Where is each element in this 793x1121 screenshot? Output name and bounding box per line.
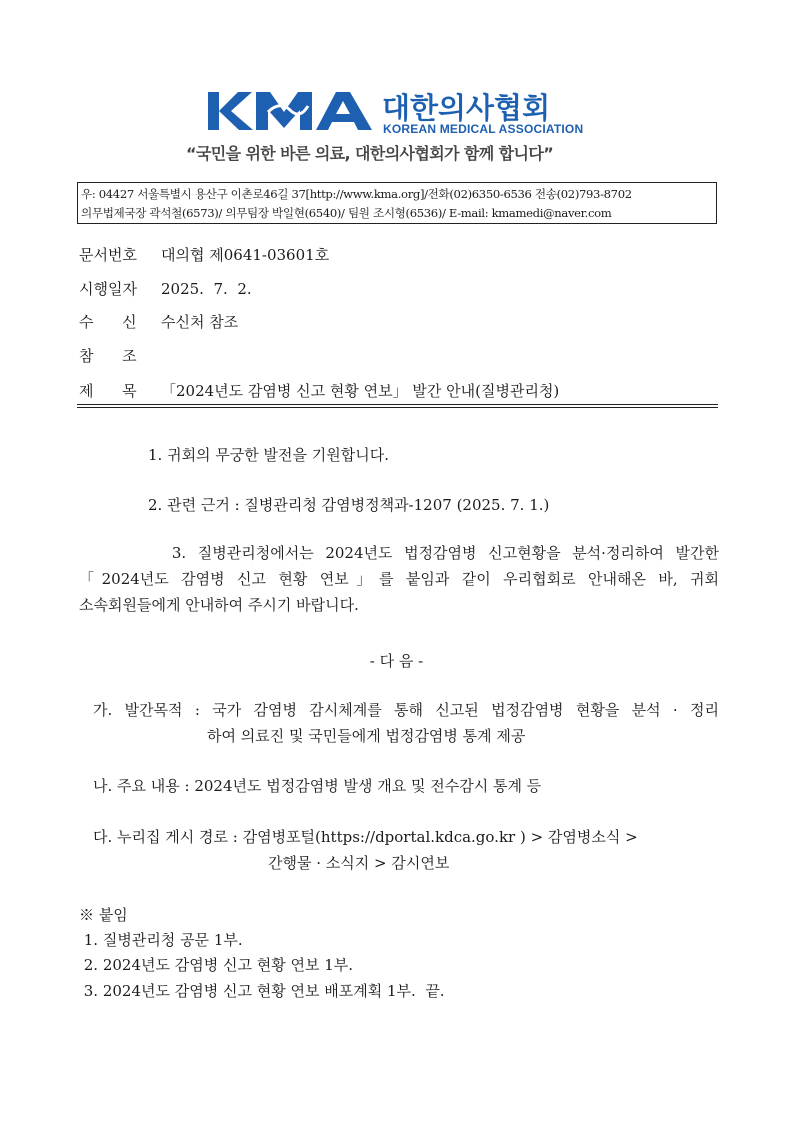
item-a-line-1: 가. 발간목적 : 국가 감염병 감시체계를 통해 신고된 법정감염병 현황을 분석 · 정리 [93,701,719,719]
subject-value: 「2024년도 감염병 신고 현황 연보」 발간 안내(질병관리청) [161,382,560,400]
item-b-line: 나. 주요 내용 : 2024년도 법정감염병 발생 개요 및 전수감시 통계 등 [93,777,542,795]
date-label: 시행일자 [79,280,137,298]
subject-label: 제 목 [79,382,137,400]
contact-info-box [77,182,717,224]
date-row [79,278,252,299]
org-name-english: KOREAN MEDICAL ASSOCIATION [383,122,584,136]
recipient-value: 수신처 참조 [161,313,239,331]
paragraph-2: 2. 관련 근거 : 질병관리청 감염병정책과-1207 (2025. 7. 1.) [148,496,550,514]
item-c [93,824,719,876]
attachment-item: 2. 2024년도 감염병 신고 현황 연보 1부. [79,956,354,974]
item-c-line-1: 다. 누리집 게시 경로 : 감염병포털(https://dportal.kdca.go.kr ) > 감염병소식 > [93,828,638,846]
paragraph-3 [79,540,719,618]
org-name-korean: 대한의사협회 [382,91,551,125]
slogan: “국민을 위한 바른 의료, 대한의사협회가 함께 합니다” [186,144,554,163]
item-b [93,773,719,799]
subject-row [79,380,559,401]
attachments-heading: ※ 붙임 [79,906,128,924]
paragraph-1: 1. 귀회의 무궁한 발전을 기원합니다. [148,446,390,464]
item-a [93,697,719,749]
contact-staff-line: 의무법제국장 곽석철(6573)/ 의무팀장 박일현(6540)/ 팀원 조시형(6536)/ E-mail: kmamedi@naver.com [81,206,612,220]
recipient-label: 수 신 [79,313,137,331]
date-value: 2025. 7. 2. [161,280,252,298]
letterhead [206,86,596,136]
paragraph-3-line-1: 3. 질병관리청에서는 2024년도 법정감염병 신고현황을 분석·정리하여 발간한 [79,544,719,562]
attachment-item: 1. 질병관리청 공문 1부. [79,931,243,949]
recipient-row [79,311,238,332]
header-divider [77,404,718,408]
kma-logo-icon [206,90,378,134]
reference-row [79,345,161,366]
attachment-item: 3. 2024년도 감염병 신고 현황 연보 배포계획 1부. 끝. [79,982,445,1000]
item-c-line-2: 간행물 · 소식지 > 감시연보 [268,854,450,872]
paragraph-3-line-3: 소속회원들에게 안내하여 주시기 바랍니다. [79,596,359,614]
paragraph-3-line-2: 「2024년도 감염병 신고 현황 연보」를 붙임과 같이 우리협회로 안내해온 바, 귀회 [79,570,719,588]
next-heading: - 다 음 - [369,652,424,670]
reference-label: 참 조 [79,347,137,365]
item-a-line-2: 하여 의료진 및 국민들에게 법정감염병 통계 제공 [207,727,526,745]
contact-address-line: 우: 04427 서울특별시 용산구 이촌로46길 37[http://www.kma.org]/전화(02)6350-6536 전송(02)793-8702 [81,187,632,201]
doc-number-value: 대의협 제0641-03601호 [161,246,330,264]
doc-number-row [79,244,329,265]
doc-number-label: 문서번호 [79,246,137,264]
